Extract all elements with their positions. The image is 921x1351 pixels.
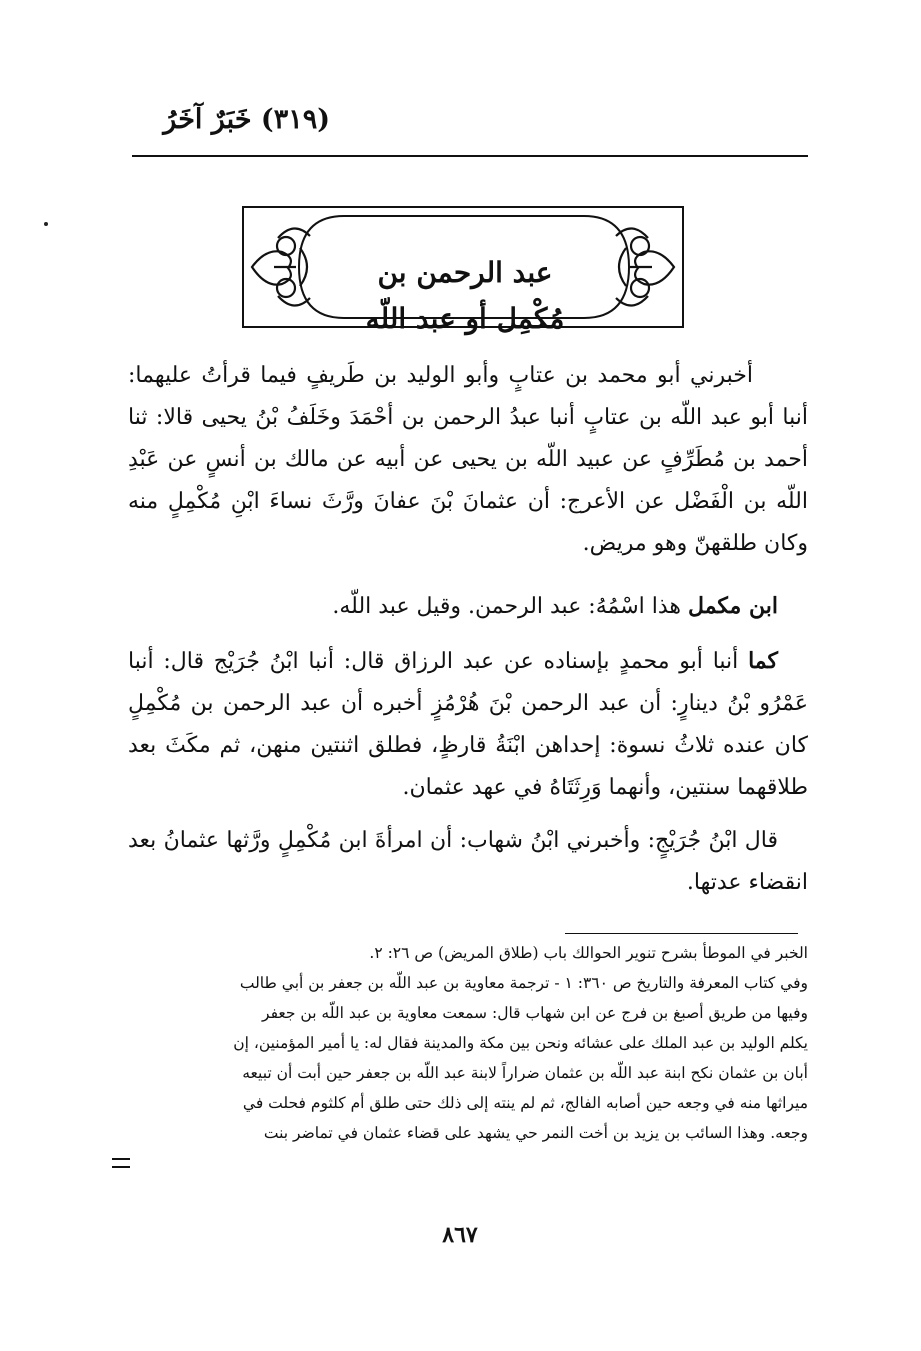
paragraph-4	[128, 820, 808, 904]
footnote-line-1: الخبر في الموطأ بشرح تنوير الحوالك باب (طلاق المريض) ص ٢٦: ٢.	[369, 944, 808, 962]
header-rule	[132, 155, 808, 157]
footnote-line-7: وجعه. وهذا السائب بن يزيد بن أخت النمر حي يشهد على قضاء عثمان في تماضر بنت	[263, 1124, 808, 1142]
footnote-line-5: أبان بن عثمان نكح ابنة عبد اللّه بن عثمان ضراراً لابنة عبد اللّه بن جعفر حين أبت أن تبيعه	[242, 1064, 808, 1082]
paragraph-3-text: أنبا أبو محمدٍ بإسناده عن عبد الرزاق قال: أنبا ابْنُ جُرَيْج قال: أنبا عَمْرُو بْنُ دينارٍ: أن عبد الرحمن بْنَ هُرْمُزٍ أخبره أن عبد الرحمن بن مُكْمِلٍ كان عنده ثلاثُ نسوة: إحداهن ابْنَةُ قارظٍ، فطلق اثنتين منهن، ثم مكَثَ بعد طلاقهما سنتين، وأنهما وَرِثَتَاهُ في عهد عثمان.	[128, 649, 808, 800]
footnote-line-6: ميراثها منه في وجعه حين أصابه الفالج، ثم لم ينته إلى ذلك حتى طلق أم كلثوم فحلت في	[242, 1094, 808, 1112]
paragraph-1-text: أخبرني أبو محمد بن عتابٍ وأبو الوليد بن طَريفٍ فيما قرأتُ عليهما: أنبا أبو عبد اللّه بن عتابٍ أنبا عبدُ الرحمن بن أحْمَدَ وخَلَفُ بْنُ يحيى قالا: ثنا أحمد بن مُطَرِّفٍ عن عبيد اللّه بن يحيى عن أبيه عن مالك بن أنسٍ عن عَبْدِ اللّه بن الْفَضْل عن الأعرج: أن عثمانَ بْنَ عفانَ ورَّثَ نساءَ ابْنِ مُكْمِلٍ منه وكان طلقهنّ وهو مريض.	[128, 363, 808, 556]
paragraph-2-text: هذا اسْمُهُ: عبد الرحمن. وقيل عبد اللّه.	[332, 594, 689, 619]
page-number: ٨٦٧	[442, 1222, 478, 1248]
chapter-title	[330, 250, 600, 342]
chapter-title-line-1: عبد الرحمن بن	[377, 256, 553, 289]
running-head-title: (٣١٩) خَبَرٌ آخَرُ	[163, 104, 330, 135]
chapter-title-line-2: مُكْمِل أو عبد اللّه	[365, 302, 565, 335]
footnote-line-4: يكلم الوليد بن عبد الملك على عشائه ونحن بين مكة والمدينة فقال له: يا أمير المؤمنين، إن	[233, 1034, 808, 1052]
footnote-line-3: وفيها من طريق أصبغ بن فرج عن ابن شهاب قال: سمعت معاوية بن عبد اللّه بن جعفر	[262, 1004, 808, 1022]
left-ornament-icon	[252, 228, 310, 305]
paragraph-4-text: قال ابْنُ جُرَيْجٍ: وأخبرني ابْنُ شهاب: أن امرأةَ ابن مُكْمِلٍ ورَّثها عثمانُ بعد انقضاء عدتها.	[128, 828, 808, 895]
paragraph-3	[128, 640, 808, 809]
footnote-line-2: وفي كتاب المعرفة والتاريخ ص ٣٦٠: ١ - ترجمة معاوية بن عبد اللّه بن جعفر بن أبي طالب	[239, 974, 808, 992]
paragraph-1	[128, 355, 808, 565]
paragraph-3-lead: كما	[748, 648, 778, 674]
print-speck	[44, 222, 48, 226]
continuation-mark	[112, 1158, 130, 1168]
paragraph-2-lead: ابن مكمل	[688, 593, 778, 619]
footnote-rule	[565, 933, 798, 934]
footnote-block	[118, 938, 808, 1148]
paragraph-2	[128, 585, 808, 628]
